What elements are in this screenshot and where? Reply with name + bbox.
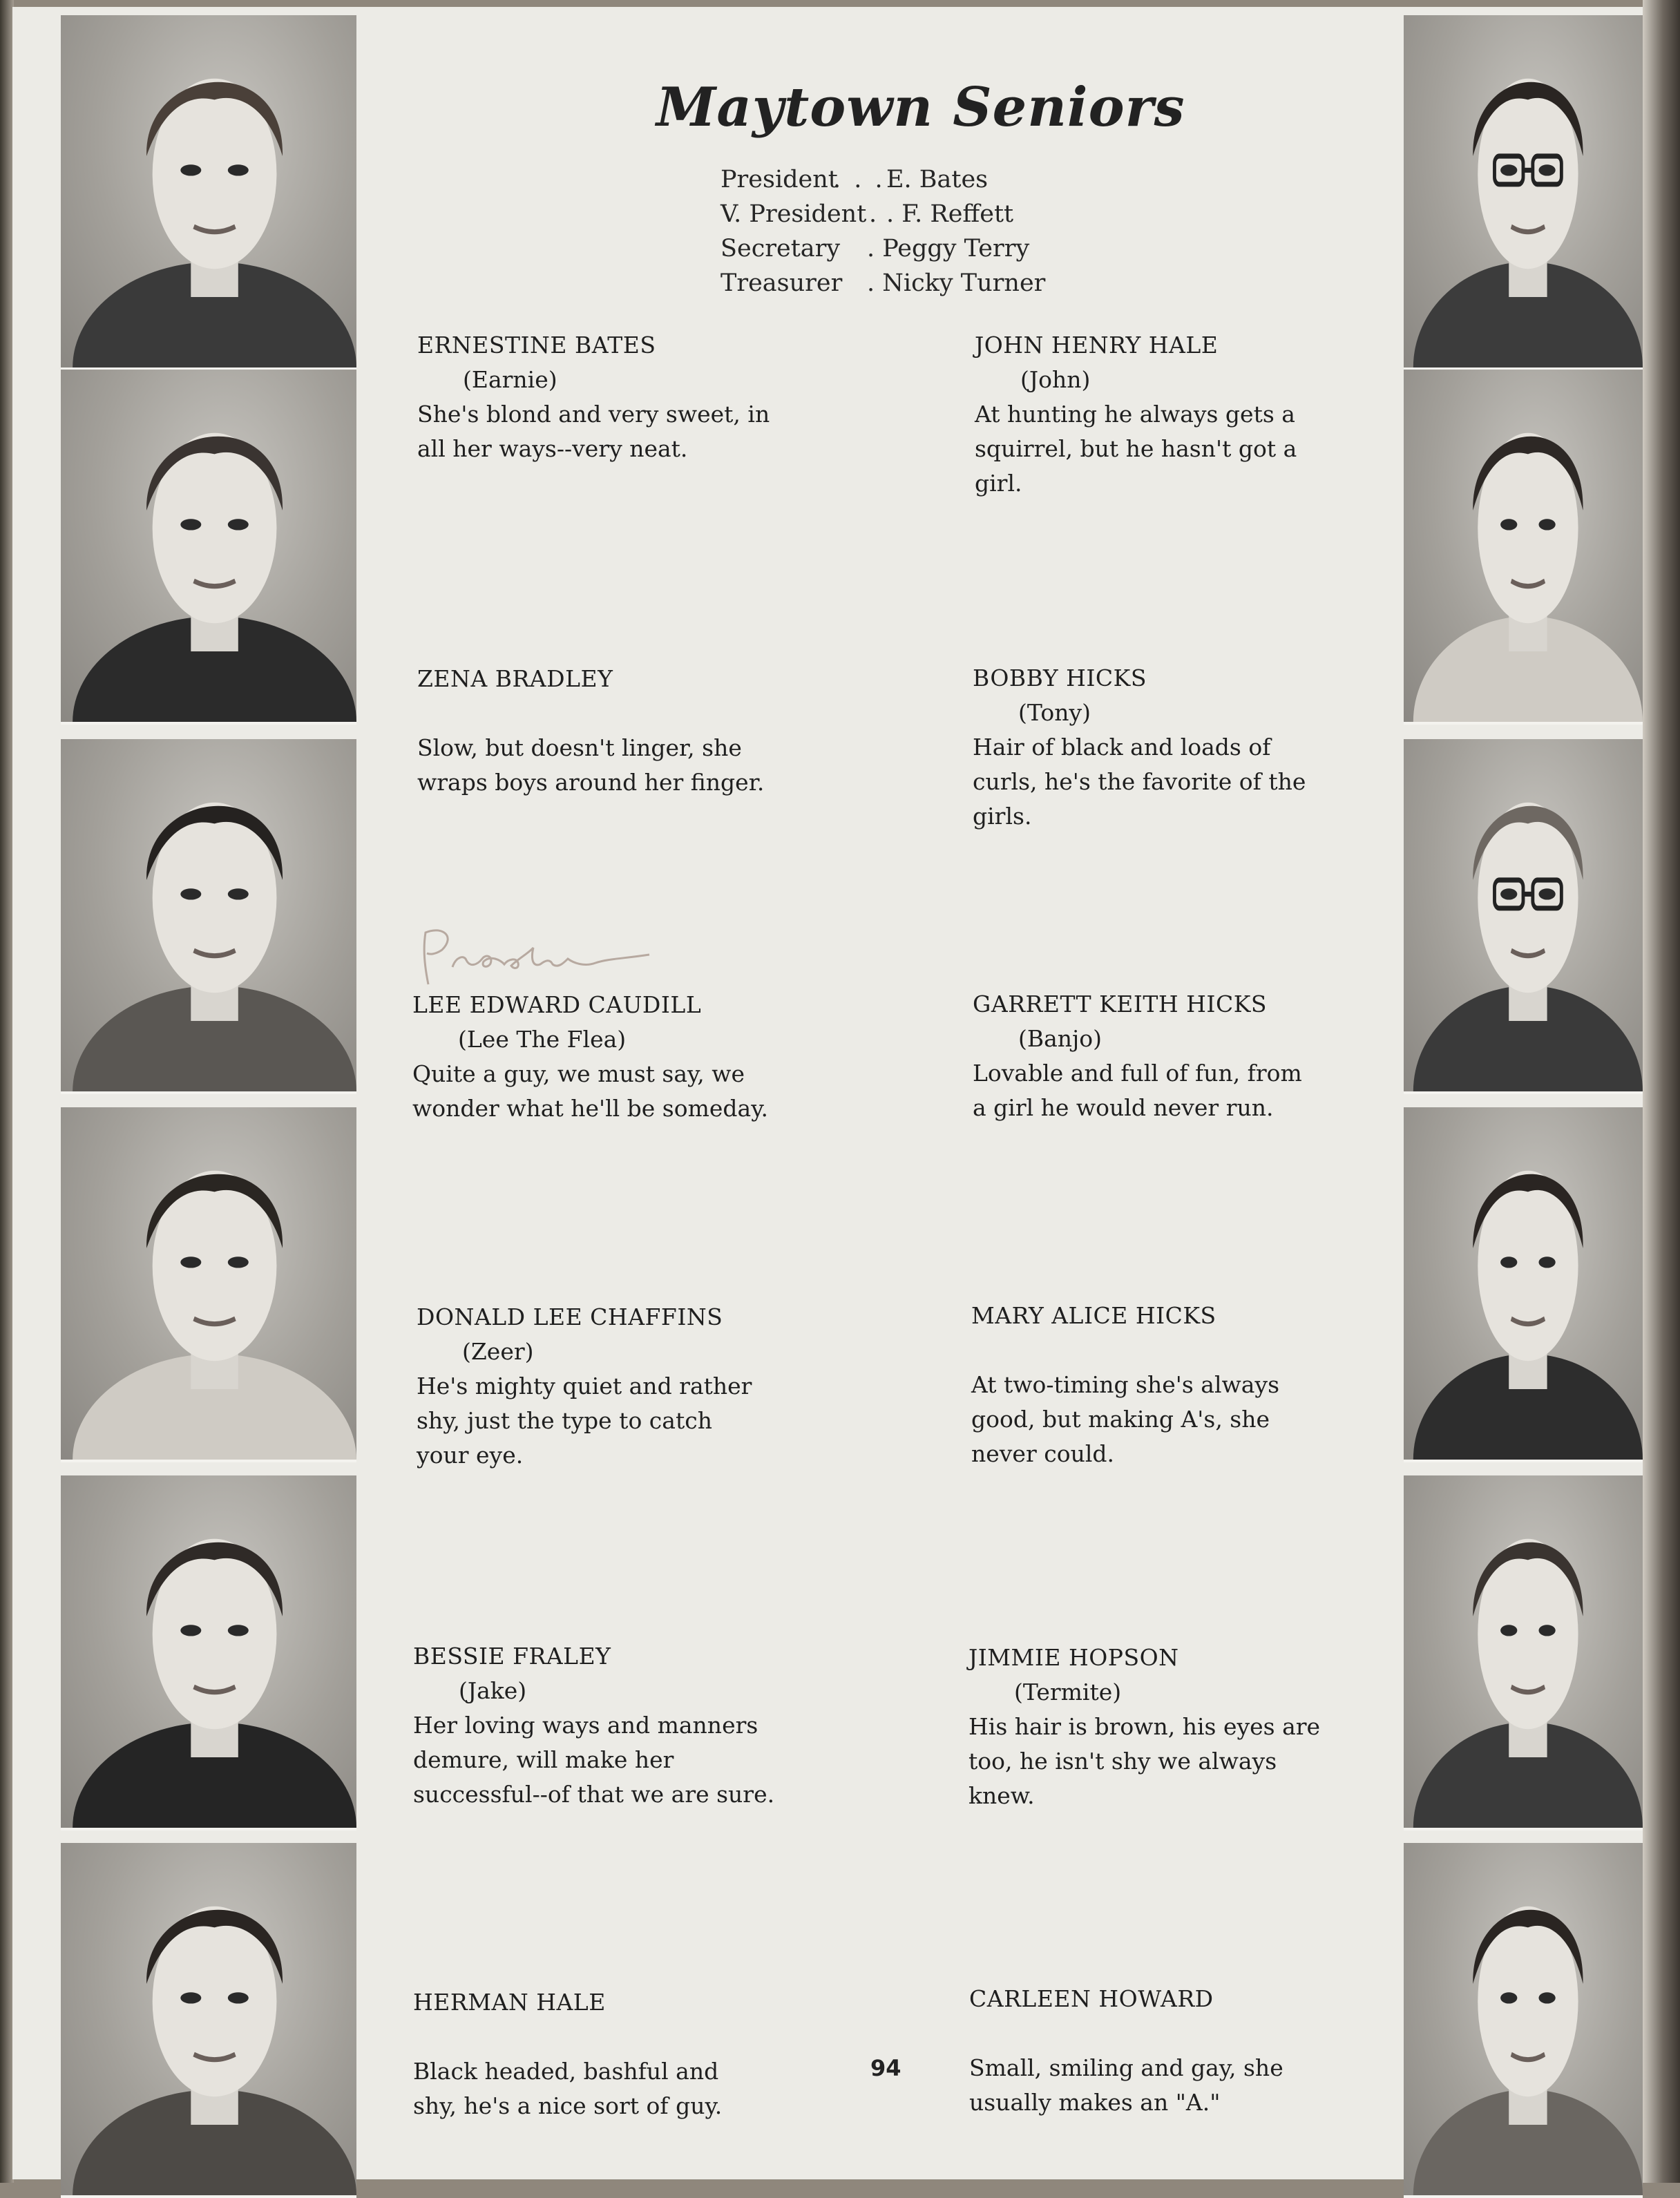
verse-line: At two-timing she's always [971, 1371, 1279, 1398]
senior-nickname: (Termite) [1014, 1679, 1122, 1705]
senior-verse [412, 1057, 868, 1126]
verse-line: At hunting he always gets a [975, 401, 1295, 428]
verse-line: She's blond and very sweet, in [417, 401, 770, 428]
senior-portrait-photo [61, 1107, 356, 1462]
senior-portrait-photo [61, 370, 356, 725]
verse-line: demure, will make her [413, 1746, 674, 1773]
verse-line: successful--of that we are sure. [413, 1781, 775, 1808]
senior-portrait-photo [61, 15, 356, 370]
verse-line: Lovable and full of fun, from [973, 1060, 1302, 1087]
senior-name: MARY ALICE HICKS [971, 1302, 1216, 1329]
senior-portrait-photo [1404, 739, 1643, 1094]
officer-leader-dots: . [869, 200, 880, 228]
verse-line: never could. [971, 1440, 1114, 1467]
senior-verse [968, 1710, 1424, 1813]
senior-portrait-photo [1404, 370, 1643, 725]
officer-name: . Peggy Terry [867, 235, 1030, 262]
senior-verse [413, 2054, 869, 2123]
senior-verse [417, 1369, 872, 1473]
senior-entry [417, 1300, 872, 1473]
senior-name: JOHN HENRY HALE [975, 332, 1219, 359]
senior-name: JIMMIE HOPSON [968, 1644, 1179, 1671]
senior-portrait-photo [1404, 1843, 1643, 2198]
officer-leader-dots: . . . [833, 166, 886, 193]
class-officers [720, 162, 1046, 300]
verse-line: too, he isn't shy we always [968, 1748, 1277, 1775]
officer-vice-president [720, 197, 1014, 231]
senior-name: ZENA BRADLEY [417, 665, 613, 692]
verse-line: His hair is brown, his eyes are [968, 1713, 1321, 1740]
verse-line: good, but making A's, she [971, 1406, 1270, 1433]
senior-entry [417, 662, 873, 800]
verse-line: squirrel, but he hasn't got a [975, 435, 1297, 462]
senior-nickname: (Jake) [459, 1677, 527, 1704]
senior-name: DONALD LEE CHAFFINS [417, 1303, 723, 1330]
senior-entry [973, 987, 1429, 1125]
senior-nickname [971, 1333, 1427, 1368]
verse-line: wraps boys around her finger. [417, 769, 765, 796]
verse-line: wonder what he'll be someday. [412, 1095, 768, 1122]
officer-name: E. Bates [886, 166, 989, 193]
senior-entry [413, 1639, 869, 1812]
officer-role: President [720, 166, 838, 193]
senior-verse [417, 731, 873, 800]
officer-name: . F. Reffett [886, 200, 1014, 228]
senior-name: GARRETT KEITH HICKS [973, 991, 1267, 1017]
page-edge-shadow [1643, 0, 1680, 2183]
officer-role: V. President [720, 200, 867, 228]
senior-verse [969, 2051, 1425, 2120]
senior-portrait-photo [1404, 15, 1643, 370]
senior-nickname: (Tony) [1018, 699, 1091, 726]
senior-name: LEE EDWARD CAUDILL [412, 991, 702, 1018]
senior-nickname [969, 2016, 1425, 2051]
verse-line: Her loving ways and manners [413, 1712, 758, 1739]
senior-verse [417, 397, 873, 466]
senior-verse [413, 1708, 869, 1812]
officer-role: Secretary [720, 235, 841, 262]
verse-line: Slow, but doesn't linger, she [417, 734, 742, 761]
verse-line: knew. [968, 1782, 1035, 1809]
verse-line: He's mighty quiet and rather [417, 1373, 752, 1399]
verse-line: Black headed, bashful and [413, 2058, 719, 2085]
page-number: 94 [870, 2055, 901, 2081]
verse-line: Small, smiling and gay, she [969, 2054, 1283, 2081]
senior-entry [975, 328, 1431, 501]
senior-nickname: (Banjo) [1018, 1025, 1102, 1052]
officer-role: Treasurer [720, 269, 843, 297]
book-spine [0, 0, 14, 2183]
senior-nickname [417, 696, 873, 731]
senior-verse [973, 1056, 1429, 1125]
senior-portrait-photo [61, 1843, 356, 2198]
senior-entry [968, 1641, 1424, 1813]
verse-line: shy, just the type to catch [417, 1407, 712, 1434]
verse-line: girl. [975, 470, 1022, 497]
senior-name: HERMAN HALE [413, 1989, 606, 2016]
senior-portrait-photo [1404, 1475, 1643, 1831]
senior-name: CARLEEN HOWARD [969, 1985, 1214, 2012]
senior-entry [969, 1982, 1425, 2120]
senior-portrait-photo [1404, 1107, 1643, 1462]
officer-treasurer [720, 266, 1046, 300]
senior-nickname: (Zeer) [462, 1338, 534, 1365]
verse-line: Quite a guy, we must say, we [412, 1060, 745, 1087]
senior-verse [971, 1368, 1427, 1471]
verse-line: girls. [973, 803, 1032, 830]
senior-nickname: (Earnie) [463, 366, 557, 393]
senior-nickname: (Lee The Flea) [458, 1026, 627, 1053]
verse-line: a girl he would never run. [973, 1094, 1274, 1121]
verse-line: all her ways--very neat. [417, 435, 688, 462]
verse-line: usually makes an "A." [969, 2089, 1221, 2116]
senior-entry [971, 1299, 1427, 1471]
senior-verse [973, 730, 1429, 834]
senior-name: BESSIE FRALEY [413, 1643, 611, 1670]
senior-portrait-photo [61, 1475, 356, 1831]
senior-entry [413, 1985, 869, 2123]
senior-nickname [413, 2020, 869, 2054]
verse-line: shy, he's a nice sort of guy. [413, 2092, 723, 2119]
verse-line: Hair of black and loads of [973, 734, 1271, 761]
senior-name: ERNESTINE BATES [417, 332, 656, 359]
verse-line: curls, he's the favorite of the [973, 768, 1306, 795]
officer-name: . Nicky Turner [867, 269, 1046, 297]
verse-line: your eye. [417, 1442, 524, 1469]
senior-entry [412, 988, 868, 1126]
senior-entry [973, 661, 1429, 834]
page-title: Maytown Seniors [656, 76, 1185, 139]
senior-entry [417, 328, 873, 466]
handwritten-signature [414, 919, 663, 1002]
senior-verse [975, 397, 1431, 501]
senior-nickname: (John) [1020, 366, 1091, 393]
officer-president [720, 162, 989, 197]
officer-secretary [720, 231, 1030, 266]
senior-name: BOBBY HICKS [973, 665, 1147, 691]
senior-portrait-photo [61, 739, 356, 1094]
